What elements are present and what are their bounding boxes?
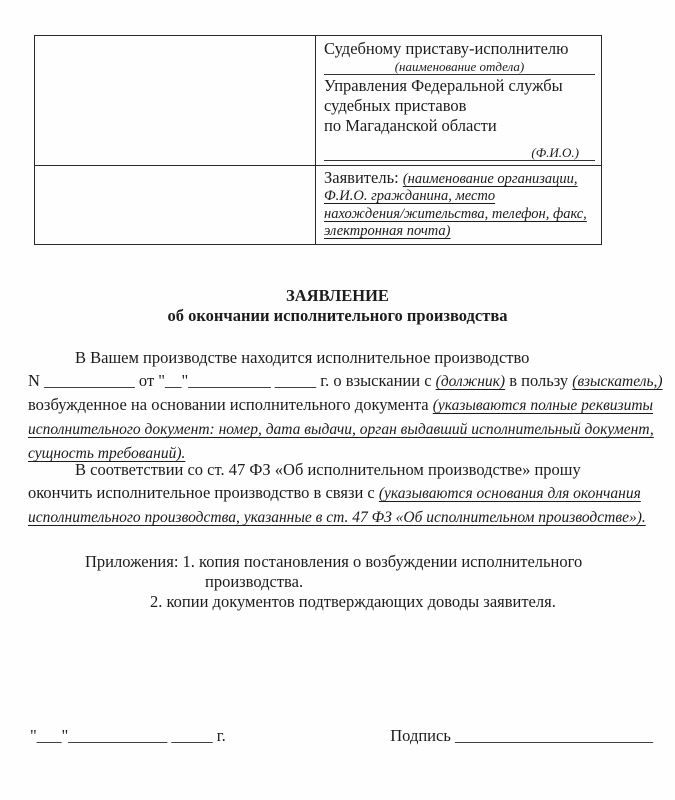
signature-blank-line: ________________________ [455, 726, 653, 745]
paragraph-line [28, 417, 658, 441]
text-segment: электронная почта) [324, 223, 451, 240]
attachment-item-1: 1. копия постановления о возбуждении исполнительного [182, 552, 583, 571]
date-blank-line: "___"____________ _____ г. [30, 726, 226, 745]
applicant-line [324, 188, 595, 205]
addressee-cell [316, 36, 602, 166]
paragraph-line [28, 481, 658, 505]
text-segment: (должник) [435, 373, 506, 390]
fio-hint: (Ф.И.О.) [531, 145, 579, 160]
text-segment: сущность требований). [28, 445, 186, 462]
recipient-line: Судебному приставу-исполнителю [324, 39, 569, 58]
text-segment: Заявитель: [324, 168, 403, 187]
office-line: судебных приставов [324, 96, 467, 115]
signature-area [390, 726, 653, 746]
attachment-item-1-continued [205, 572, 675, 592]
header-table [34, 35, 602, 245]
paragraph-line [28, 505, 658, 529]
applicant-line [324, 223, 595, 240]
office-line: Управления Федеральной службы [324, 76, 563, 95]
addressee-row [35, 36, 602, 166]
text-segment: В соответствии со ст. 47 ФЗ «Об исполнительном производстве» прошу [75, 460, 581, 479]
paragraph-line [28, 346, 658, 369]
applicant-line [324, 206, 595, 223]
fio-blank-line [324, 145, 595, 161]
attachments-label: Приложения: [85, 552, 179, 571]
document-title [0, 286, 675, 325]
text-segment: (указываются основания для окончания [378, 485, 641, 502]
text-segment: окончить исполнительное производство в связи с [28, 483, 379, 502]
text-segment: (указываются полные реквизиты [432, 397, 654, 414]
paragraph-line [28, 393, 658, 417]
department-blank-line [324, 59, 595, 75]
paragraph-line [28, 458, 658, 481]
attachment-item-2-text: 2. копии документов подтверждающих доводы заявителя. [150, 592, 556, 611]
attachments-section [0, 552, 675, 612]
signature-label: Подпись [390, 726, 451, 745]
text-segment: в пользу [505, 371, 573, 390]
text-segment: N ___________ от "__"__________ _____ г. о взыскании с [28, 371, 436, 390]
applicant-line [324, 169, 595, 188]
paragraph-request [28, 458, 658, 529]
title-subtitle-line: об окончании исполнительного производства [167, 305, 508, 325]
text-segment: возбужденное на основании исполнительного документа [28, 395, 433, 414]
applicant-cell [316, 166, 602, 245]
text-segment: (взыскатель,) [572, 373, 663, 390]
attachments-first-line [85, 552, 675, 572]
department-hint: (наименование отдела) [394, 59, 525, 74]
text-segment: исполнительного производства, указанные в ст. 47 ФЗ «Об исполнительном производстве»). [28, 509, 646, 526]
empty-cell [35, 166, 316, 245]
office-line: по Магаданской области [324, 116, 497, 135]
footer [30, 726, 653, 746]
paragraph-production-info [28, 346, 663, 465]
text-segment: исполнительного документ: номер, дата выдачи, орган выдавший исполнительный документ, [28, 421, 654, 438]
text-segment: Ф.И.О. гражданина, место [324, 188, 496, 205]
text-segment: нахождения/жительства, телефон, факс, [324, 205, 587, 222]
attachment-item-2 [150, 592, 675, 612]
text-segment: В Вашем производстве находится исполнительное производство [75, 348, 530, 367]
attachment-item-1-text: производства. [205, 572, 304, 591]
paragraph-line [28, 369, 663, 393]
title-line: ЗАЯВЛЕНИЕ [286, 286, 389, 305]
empty-cell [35, 36, 316, 166]
text-segment: (наименование организации, [402, 171, 578, 187]
applicant-row [35, 166, 602, 245]
